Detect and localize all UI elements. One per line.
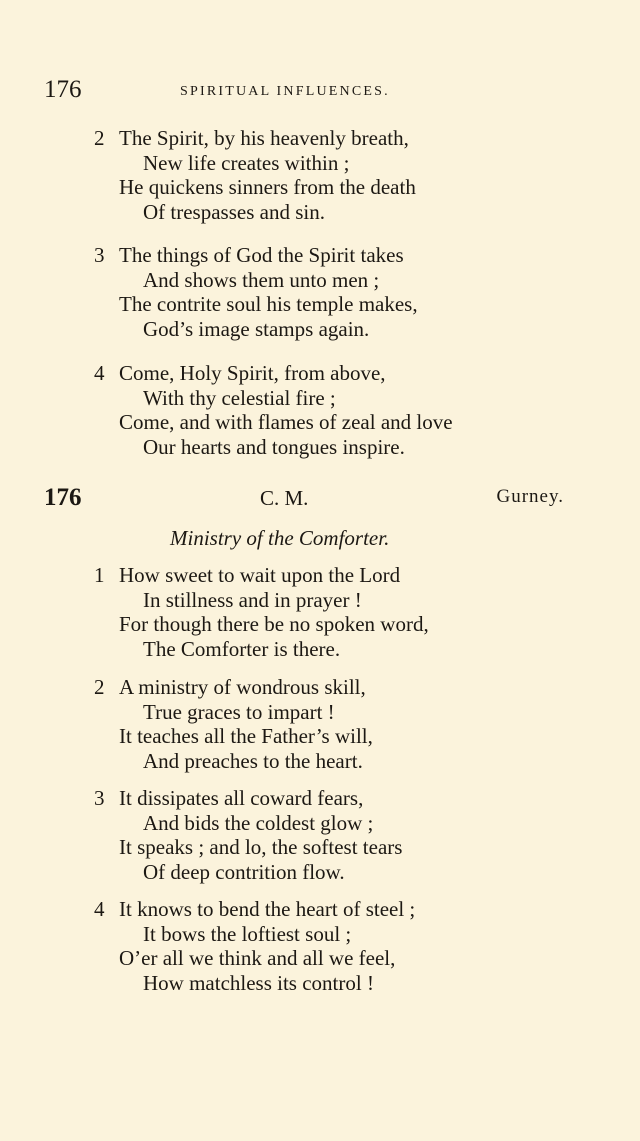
stanza-line: It teaches all the Father’s will,	[119, 724, 373, 748]
running-head: SPIRITUAL INFLUENCES.	[180, 84, 390, 99]
continued-stanza	[94, 126, 416, 224]
hymn-title: Ministry of the Comforter.	[170, 526, 390, 550]
stanza-line: True graces to impart !	[143, 699, 335, 724]
stanza-line: 4 It knows to bend the heart of steel ;	[94, 897, 416, 921]
stanza-line: 3 The things of God the Spirit takes	[94, 243, 404, 267]
stanza-line: It bows the loftiest soul ;	[143, 921, 352, 946]
stanza-line: 2 The Spirit, by his heavenly breath,	[94, 126, 409, 150]
stanza-line: 4 Come, Holy Spirit, from above,	[94, 361, 386, 385]
stanza-line: O’er all we think and all we feel,	[119, 946, 396, 970]
stanza-line: With thy celestial fire ;	[143, 385, 336, 410]
stanza-line: 2 A ministry of wondrous skill,	[94, 675, 366, 699]
stanza-line: Of deep contrition flow.	[143, 859, 345, 884]
hymn-number: 176	[44, 484, 82, 511]
stanza-line: How matchless its control !	[143, 970, 374, 995]
stanza-line: In stillness and in prayer !	[143, 587, 362, 612]
hymn-stanza	[94, 563, 429, 661]
page-header	[44, 76, 424, 106]
stanza-line: The contrite soul his temple makes,	[119, 292, 418, 316]
stanza-line: It speaks ; and lo, the softest tears	[119, 835, 403, 859]
stanza-line: Come, and with flames of zeal and love	[119, 410, 453, 434]
hymn-heading	[44, 484, 564, 514]
hymn-meter: C. M.	[260, 486, 309, 510]
stanza-line: 3 It dissipates all coward fears,	[94, 786, 364, 810]
hymn-stanza	[94, 786, 402, 884]
page-number: 176	[44, 76, 82, 103]
hymn-tune: Gurney.	[496, 486, 564, 507]
stanza-line: For though there be no spoken word,	[119, 612, 429, 636]
stanza-line: The Comforter is there.	[143, 636, 341, 661]
stanza-line: He quickens sinners from the death	[119, 175, 416, 199]
stanza-line: And shows them unto men ;	[143, 267, 380, 292]
stanza-line: 1 How sweet to wait upon the Lord	[94, 563, 401, 587]
hymn-stanza	[94, 675, 373, 773]
stanza-line: Our hearts and tongues inspire.	[143, 434, 405, 459]
hymn-stanza	[94, 897, 415, 995]
stanza-line: God’s image stamps again.	[143, 316, 370, 341]
stanza-line: Of trespasses and sin.	[143, 199, 325, 224]
continued-stanza	[94, 243, 418, 341]
stanza-line: New life creates within ;	[143, 150, 350, 175]
stanza-line: And preaches to the heart.	[143, 748, 363, 773]
continued-stanza	[94, 361, 453, 459]
stanza-line: And bids the coldest glow ;	[143, 810, 374, 835]
